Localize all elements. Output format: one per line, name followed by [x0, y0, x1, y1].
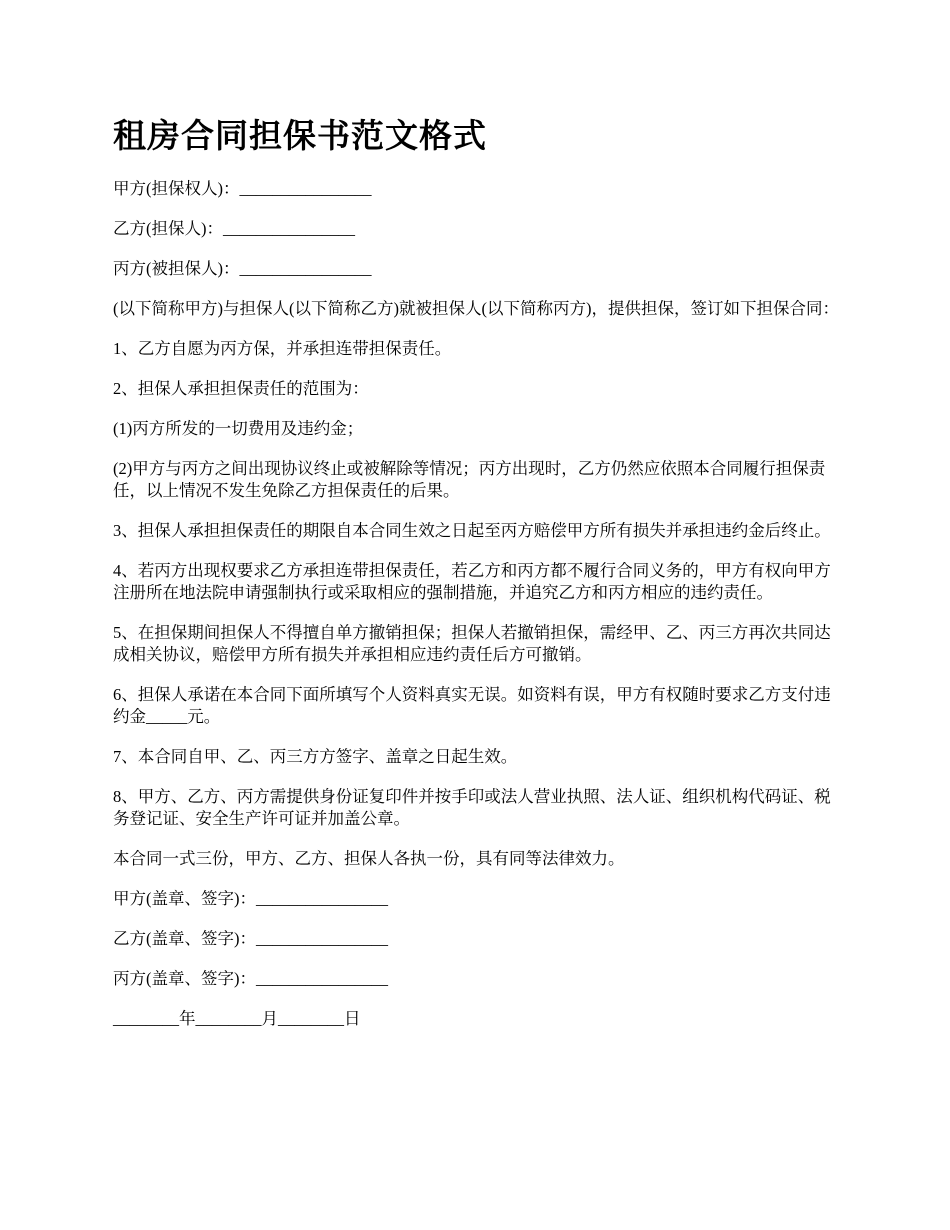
signature-line-a: 甲方(盖章、签字)：________________ [113, 889, 388, 908]
party-line-b: 乙方(担保人)：________________ [113, 219, 355, 238]
signature-line-c: 丙方(盖章、签字)：________________ [113, 969, 388, 988]
intro-paragraph: (以下简称甲方)与担保人(以下简称乙方)就被担保人(以下简称丙方)，提供担保，签订如下担保合同： [113, 299, 839, 318]
document-title: 租房合同担保书范文格式 [113, 116, 487, 155]
signature-line-b: 乙方(盖章、签字)：________________ [113, 929, 388, 948]
clause-7: 7、本合同自甲、乙、丙三方方签字、盖章之日起生效。 [113, 747, 518, 766]
party-line-c: 丙方(被担保人)：________________ [113, 259, 372, 278]
clause-6: 6、担保人承诺在本合同下面所填写个人资料真实无误。如资料有误，甲方有权随时要求乙方支付违约金_____元。 [113, 685, 831, 726]
clause-2: 2、担保人承担担保责任的范围为： [113, 379, 369, 398]
clause-1: 1、乙方自愿为丙方保，并承担连带担保责任。 [113, 339, 452, 358]
date-line: ________年________月________日 [113, 1009, 361, 1028]
clause-5: 5、在担保期间担保人不得擅自单方撤销担保；担保人若撤销担保，需经甲、乙、丙三方再次共同达成相关协议，赔偿甲方所有损失并承担相应违约责任后方可撤销。 [113, 623, 831, 664]
clause-2-item-1: (1)丙方所发的一切费用及违约金； [113, 419, 364, 438]
copies-clause: 本合同一式三份，甲方、乙方、担保人各执一份，具有同等法律效力。 [113, 849, 625, 868]
party-line-a: 甲方(担保权人)：________________ [113, 179, 372, 198]
clause-4: 4、若丙方出现权要求乙方承担连带担保责任，若乙方和丙方都不履行合同义务的，甲方有权向甲方注册所在地法院申请强制执行或采取相应的强制措施，并追究乙方和丙方相应的违约责任。 [113, 561, 831, 602]
clause-2-item-2: (2)甲方与丙方之间出现协议终止或被解除等情况；丙方出现时，乙方仍然应依照本合同履行担保责任，以上情况不发生免除乙方担保责任的后果。 [113, 459, 826, 500]
document-page [113, 112, 841, 1048]
clause-8: 8、甲方、乙方、丙方需提供身份证复印件并按手印或法人营业执照、法人证、组织机构代码证、税务登记证、安全生产许可证并加盖公章。 [113, 787, 831, 828]
clause-3: 3、担保人承担担保责任的期限自本合同生效之日起至丙方赔偿甲方所有损失并承担违约金后终止。 [113, 521, 831, 540]
